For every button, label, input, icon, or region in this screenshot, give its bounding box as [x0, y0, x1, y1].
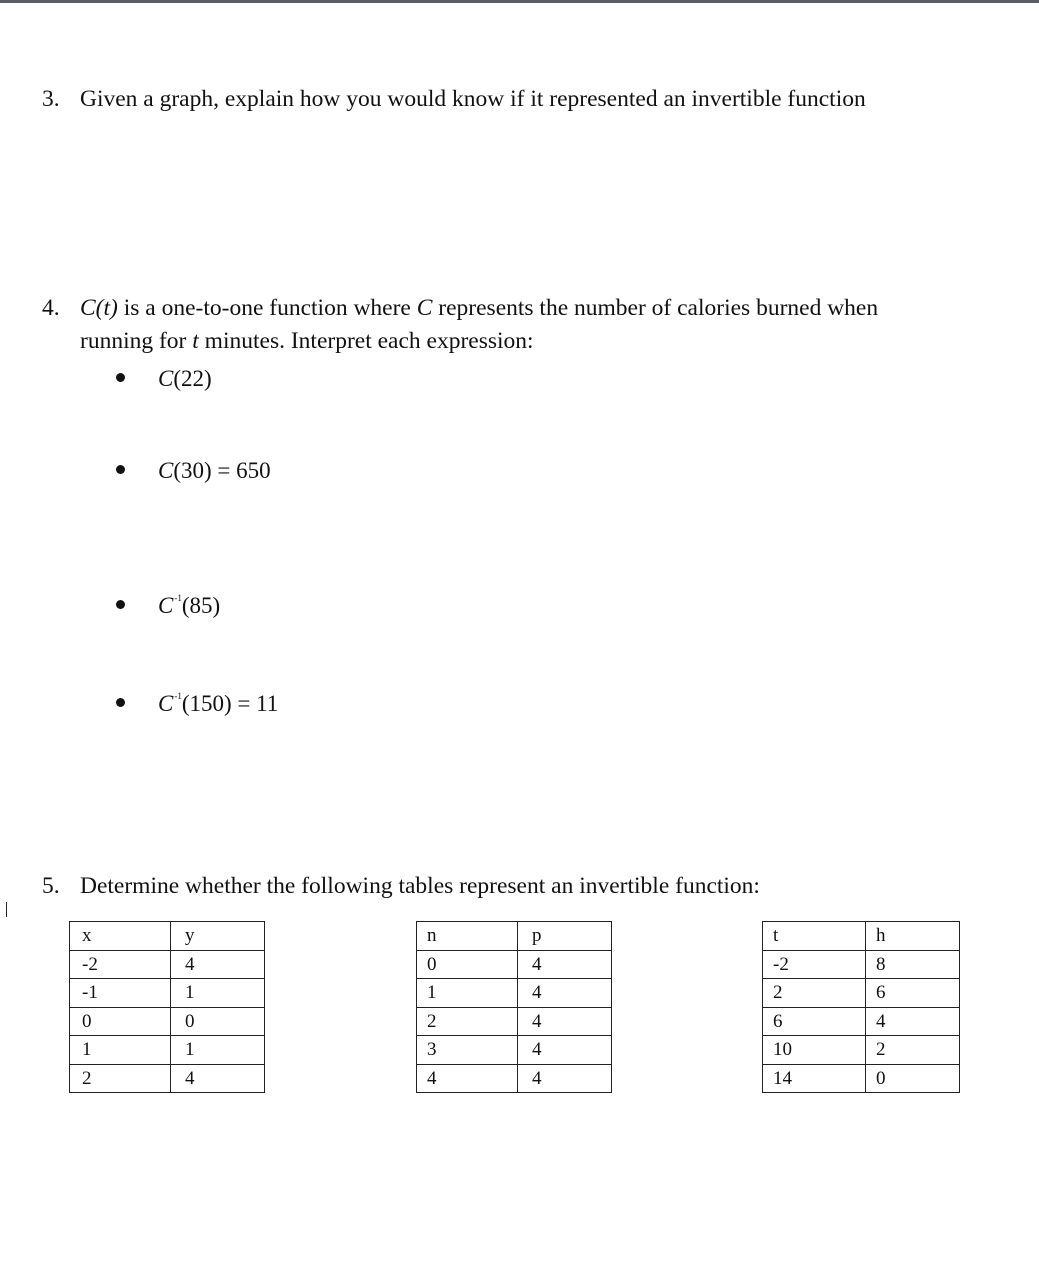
table-row: 1 4 — [417, 979, 612, 1008]
question-5-number: 5. — [42, 873, 60, 899]
bullet-dot — [116, 373, 125, 382]
expression: C(22) — [158, 366, 212, 391]
table-n-p — [416, 921, 612, 1093]
table-row: 10 2 — [763, 1036, 960, 1065]
table-row: 6 4 — [763, 1007, 960, 1036]
question-4-line-2: running for t minutes. Interpret each expression: — [80, 328, 534, 354]
function-notation: C(t) — [80, 295, 118, 321]
table-header-row: t h — [763, 922, 960, 951]
top-border — [0, 0, 1039, 3]
bullet-dot — [116, 698, 125, 707]
table-row: 0 0 — [70, 1007, 265, 1036]
table-row: 2 4 — [70, 1064, 265, 1093]
question-3-text: Given a graph, explain how you would know if it represented an invertible function — [80, 86, 866, 112]
question-3-number: 3. — [42, 86, 60, 112]
table-row: 2 4 — [417, 1007, 612, 1036]
question-4-line-1: C(t) is a one-to-one function where C represents the number of calories burned when — [80, 295, 879, 321]
table-row: 1 1 — [70, 1036, 265, 1065]
table-header-row: x y — [70, 922, 265, 951]
bullet-dot — [116, 600, 125, 609]
table-x-y — [69, 921, 265, 1093]
expression: $C^{-1}(85)$ — [158, 593, 221, 618]
table-header-row: n p — [417, 922, 612, 951]
table-row: -1 1 — [70, 979, 265, 1008]
table-row: -2 8 — [763, 950, 960, 979]
bullet-dot — [116, 465, 125, 474]
table-row: 3 4 — [417, 1036, 612, 1065]
table-t-h — [762, 921, 960, 1093]
table-row: 0 4 — [417, 950, 612, 979]
table-row: 2 6 — [763, 979, 960, 1008]
table-row: -2 4 — [70, 950, 265, 979]
expression: C(30) = 650 — [158, 458, 271, 483]
table-row: 14 0 — [763, 1064, 960, 1093]
text-cursor — [6, 902, 7, 917]
question-5-text: Determine whether the following tables represent an invertible function: — [80, 873, 760, 899]
expression: $C^{-1}(150) = 11$ — [158, 691, 279, 716]
question-4-number: 4. — [42, 295, 60, 321]
table-row: 4 4 — [417, 1064, 612, 1093]
